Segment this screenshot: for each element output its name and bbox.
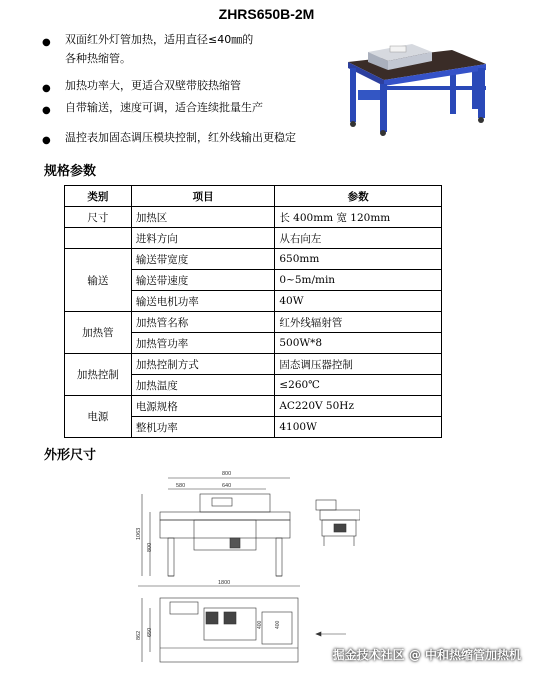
dimension-label: 800: [147, 542, 153, 552]
table-row: [65, 228, 442, 249]
category-cell: 输送: [65, 249, 132, 312]
dimension-heading: 外形尺寸: [44, 448, 97, 463]
bullet-dot-icon: ●: [42, 83, 51, 94]
value-cell: 长 400mm 宽 120mm: [275, 207, 442, 228]
watermark: 掘金技术社区 @ 中和热缩管加热机: [332, 648, 521, 662]
dimension-label: 580: [176, 483, 186, 489]
dimension-label: 1063: [136, 527, 142, 540]
item-cell: 输送带速度: [131, 270, 275, 291]
feature-text: 加热功率大，更适合双壁带胶热缩管: [65, 79, 241, 92]
item-cell: 输送电机功率: [131, 291, 275, 312]
item-cell: 电源规格: [131, 396, 275, 417]
item-cell: 加热温度: [131, 375, 275, 396]
dimension-label: 650: [147, 627, 153, 637]
feature-text: 自带输送，速度可调，适合连续批量生产: [65, 101, 263, 114]
bullet-dot-icon: ●: [42, 105, 51, 116]
table-row: [65, 354, 442, 375]
bullet-dot-icon: ●: [42, 135, 51, 146]
product-title: ZHRS650B-2M: [218, 6, 315, 22]
dimension-label: 640: [222, 483, 232, 489]
dimension-drawing: [120, 462, 360, 674]
feature-item: [42, 78, 241, 94]
category-cell: [65, 228, 132, 249]
item-cell: 加热控制方式: [131, 354, 275, 375]
feature-item: [42, 130, 296, 146]
table-row: [65, 312, 442, 333]
feature-item: [42, 100, 263, 116]
item-cell: 进料方向: [131, 228, 275, 249]
dimension-label: 400: [257, 620, 263, 629]
dimension-label: 800: [222, 471, 232, 477]
category-cell: 电源: [65, 396, 132, 438]
feature-item: [42, 32, 253, 48]
product-photo: [340, 24, 490, 136]
item-cell: 输送带宽度: [131, 249, 275, 270]
value-cell: 红外线辐射管: [275, 312, 442, 333]
value-cell: 650mm: [275, 249, 442, 270]
category-cell: 加热控制: [65, 354, 132, 396]
bullet-dot-icon: ●: [42, 37, 51, 48]
feature-text: 温控表加固态调压模块控制，红外线输出更稳定: [65, 131, 296, 144]
category-cell: 加热管: [65, 312, 132, 354]
value-cell: 从右向左: [275, 228, 442, 249]
value-cell: 4100W: [275, 417, 442, 438]
header-value: 参数: [275, 186, 442, 207]
value-cell: 固态调压器控制: [275, 354, 442, 375]
item-cell: 加热管名称: [131, 312, 275, 333]
header-category: 类别: [65, 186, 132, 207]
value-cell: 500W*8: [275, 333, 442, 354]
table-row: [65, 396, 442, 417]
item-cell: 加热区: [131, 207, 275, 228]
table-header-row: [65, 186, 442, 207]
feature-text: 各种热缩管。: [65, 52, 131, 65]
item-cell: 整机功率: [131, 417, 275, 438]
value-cell: 0~5m/min: [275, 270, 442, 291]
table-row: [65, 249, 442, 270]
category-cell: 尺寸: [65, 207, 132, 228]
feature-text: 双面红外灯管加热，适用直径≤40㎜的: [65, 33, 254, 46]
value-cell: ≤260℃: [275, 375, 442, 396]
dimension-label: 1800: [218, 580, 231, 586]
dimension-label: 400: [275, 620, 281, 629]
value-cell: AC220V 50Hz: [275, 396, 442, 417]
table-row: [65, 207, 442, 228]
spec-table: [64, 185, 442, 438]
header-item: 项目: [131, 186, 275, 207]
item-cell: 加热管功率: [131, 333, 275, 354]
spec-heading: 规格参数: [44, 164, 97, 179]
feature-item-continuation: [65, 51, 131, 67]
dimension-label: 862: [136, 630, 142, 640]
value-cell: 40W: [275, 291, 442, 312]
